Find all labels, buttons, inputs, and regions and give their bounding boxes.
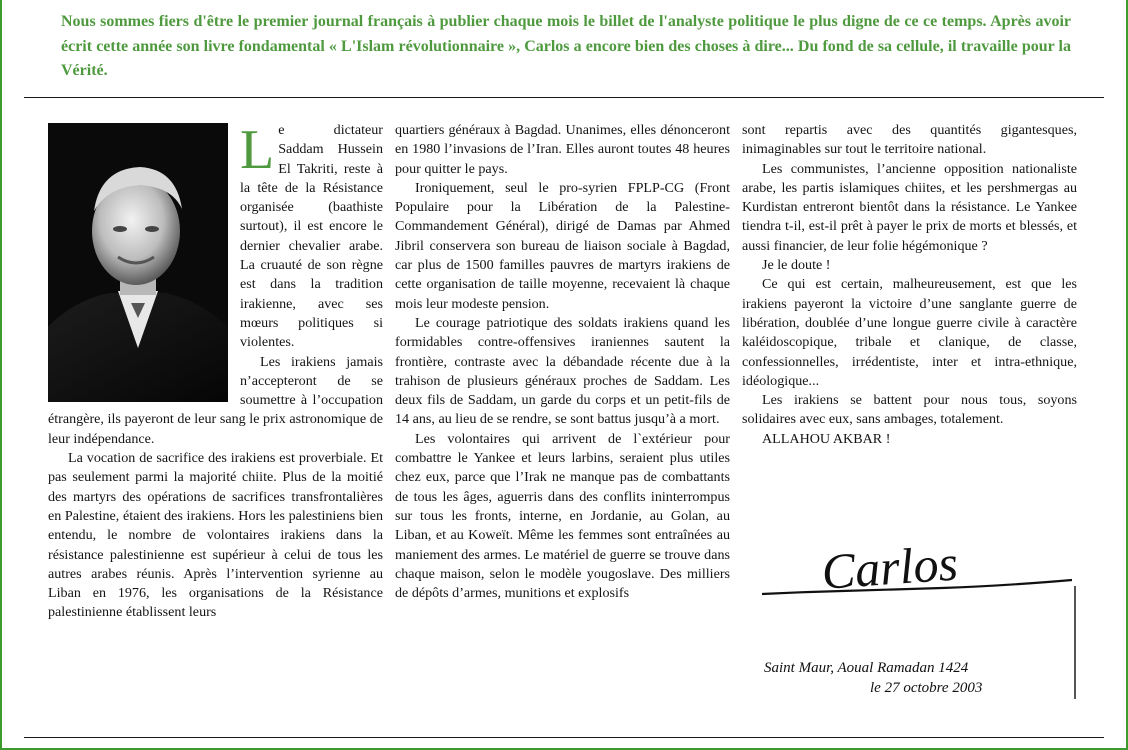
article-column-3: [742, 121, 1077, 449]
bottom-rule: [24, 737, 1104, 738]
signature-image: [742, 522, 1078, 702]
paragraph: e dictateur Saddam Hussein El Takriti, reste à la tête de la Résistance organisée (baathiste surtout), il est encore le dernier chevalier arabe. La cruauté de son règne est dans la tradition irakienne, avec ses mœurs politiques si violentes.: [240, 122, 383, 351]
paragraph: ALLAHOU AKBAR !: [762, 430, 891, 447]
signature-place: Saint Maur, Aoual Ramadan 1424: [764, 660, 969, 676]
signature-block: [742, 522, 1078, 702]
author-photo: [48, 123, 228, 402]
paragraph: Ironiquement, seul le pro-syrien FPLP-CG (Front Populaire pour la Libération de la Palestine-Commandement Général), dirigé de Damas par Ahmed Jibril conservera son bureau de liaison sociale à Bagdad, car plus de 1500 familles pauvres de martyrs irakiens de cette organisation de taille moyenne, recevaient là chaque mois leur modeste pension.: [395, 179, 730, 312]
paragraph: Je le doute !: [762, 257, 831, 274]
paragraph: Les irakiens jamais n’accepteront de se soumettre à l’occupation étrangère, ils payeront de leur sang le prix astronomique de leur indépendance.: [48, 353, 383, 447]
paragraph: Le courage patriotique des soldats irakiens quand les formidables contre-offensives iraniennes sautent la frontière, contraste avec la débandade récente due à la trahison de plusieurs généraux proches de Saddam. Les deux fils de Saddam, un garde du corps et un petit-fils de 14 ans, au lieu de se rendre, se sont battus jusqu’à a mort.: [395, 314, 730, 428]
portrait-image: [48, 123, 228, 402]
intro-text: Nous sommes fiers d'être le premier journal français à publier chaque mois le billet de l'analyste politique le plus digne de ce ce temps. Après avoir écrit cette année son livre fondamental « L'Islam révolutionnaire », Carlos a encore bien des choses à dire... Du fond de sa cellule, il travaille pour la Vérité.: [61, 13, 1071, 79]
article-column-1: [48, 121, 383, 623]
drop-cap: L: [240, 119, 275, 181]
signature-date: le 27 octobre 2003: [870, 680, 983, 696]
signature-name: Carlos: [819, 534, 960, 600]
paragraph: Les communistes, l’ancienne opposition nationaliste arabe, les partis islamiques chiites, et les pershmergas au Kurdistan entreront bientôt dans la résistance. Le Yankee tiendra t-il, est-il prêt à payer le prix de morts et blessés, et aussi financier, de leur folie hégémonique ?: [742, 160, 1077, 254]
paragraph: quartiers généraux à Bagdad. Unanimes, elles dénonceront en 1980 l’invasions de l’Iran. Elles auront toutes 48 heures pour quitter le pays.: [395, 122, 730, 177]
paragraph: Les volontaires qui arrivent de l`extérieur pour combattre le Yankee et leurs larbins, seraient plus utiles chez eux, parce que l’Irak ne manque pas de combattants de tous les âges, aguerris dans des conflits ininterrompus sur tous les fronts, interne, en Jordanie, au Golan, au Liban, et au Koweït. Même les femmes sont entraînées au maniement des armes. Le matériel de guerre se trouve dans chaque maison, selon le modèle yougoslave. Des milliers de dépôts d’armes, munitions et explosifs: [395, 430, 730, 602]
paragraph: La vocation de sacrifice des irakiens est proverbiale. Et pas seulement parmi la majorité chiite. Plus de la moitié des martyrs des opérations de sacrifices transfrontalières en Palestine, étaient des irakiens. Hors les palestiniens bien entendu, le nombre de volontaires irakiens dans la résistance palestinienne est supérieur à celui de tous les autres arabes réunis. Après l’intervention syrienne au Liban en 1976, les organisations de la Résistance palestinienne établissent leurs: [48, 450, 383, 621]
article-column-2: [395, 121, 730, 603]
paragraph: Ce qui est certain, malheureusement, est que les irakiens payeront la victoire d’une sanglante guerre de libération, doublée d’une longue guerre civile à caractère kaléidoscopique, tribale et clanique, de classe, confessionnelles, irrédentiste, inter et intra-ethnique, idéologique...: [742, 276, 1077, 389]
paragraph: sont repartis avec des quantités gigantesques, inimaginables sur tout le territoire national.: [742, 122, 1077, 158]
paragraph: Les irakiens se battent pour nous tous, soyons solidaires avec eux, sans ambages, totalement.: [742, 392, 1077, 428]
signature-side-rule: [1074, 586, 1076, 699]
intro-divider: [24, 97, 1104, 98]
